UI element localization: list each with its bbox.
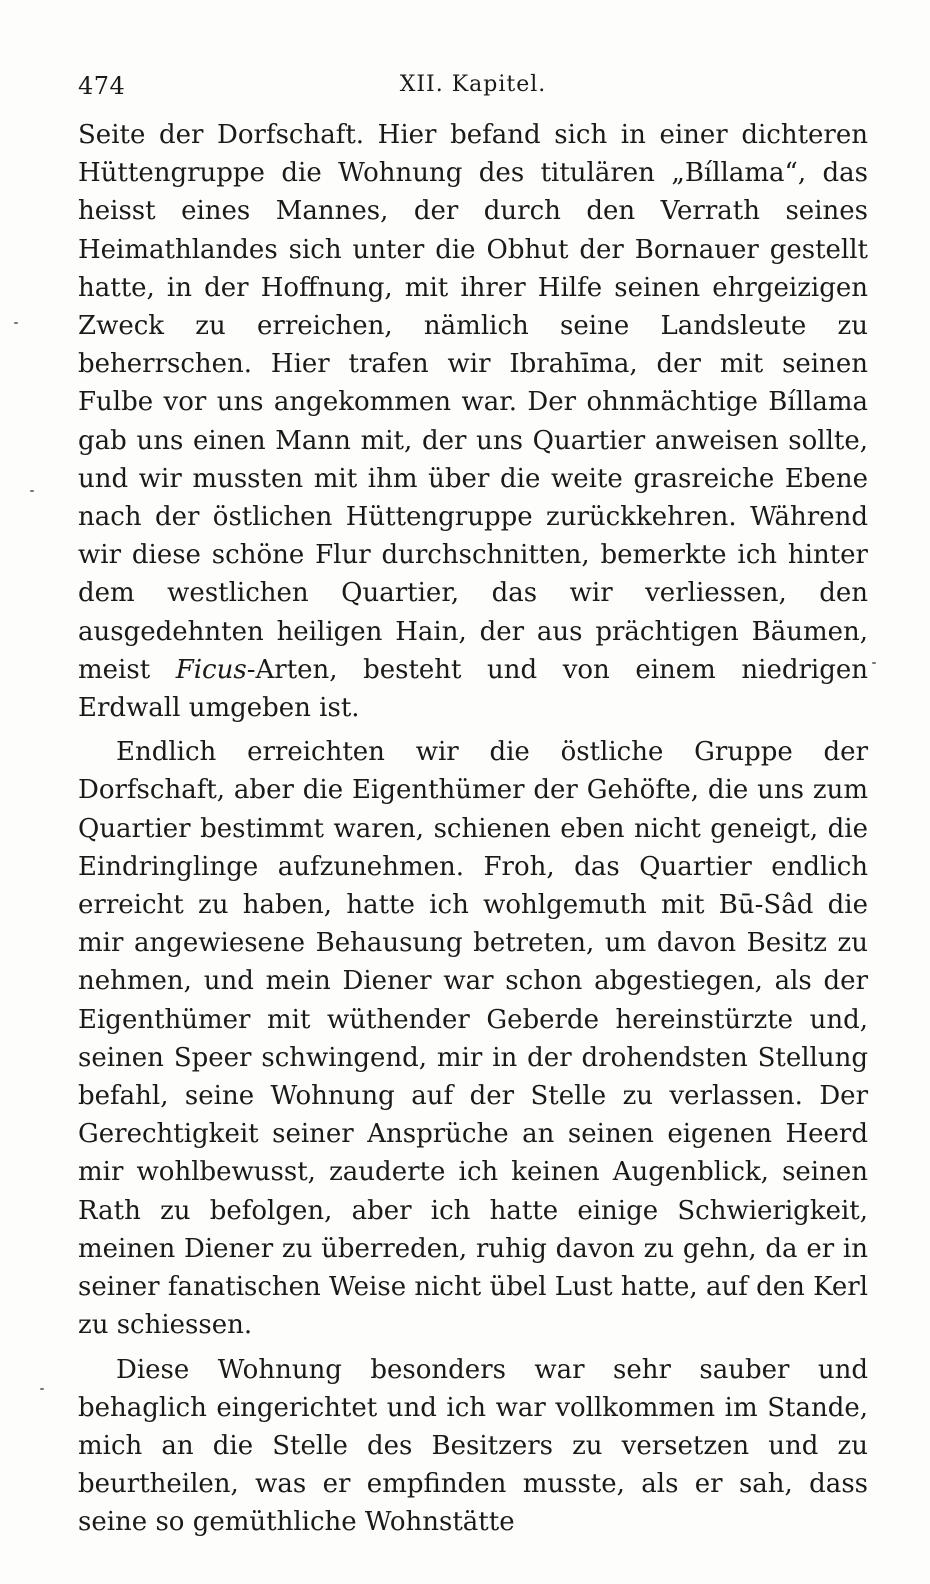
scan-speck	[30, 490, 34, 492]
scan-speck	[14, 322, 18, 324]
page-header	[78, 72, 868, 112]
paragraph-1	[78, 116, 868, 727]
paragraph-2: Endlich erreichten wir die östliche Gruppe der Dorfschaft, aber die Eigenthümer der Gehöfte, die uns zum Quartier bestimmt waren, schienen eben nicht geneigt, die Eindringlinge aufzunehmen. Froh, das Quartier endlich erreicht zu haben, hatte ich wohlgemuth mit Bū-Sâd die mir angewiesene Behausung betreten, um davon Besitz zu nehmen, und mein Diener war schon abgestiegen, als der Eigenthümer mit wüthender Geberde hereinstürzte und, seinen Speer schwingend, mir in der drohendsten Stellung befahl, seine Wohnung auf der Stelle zu verlassen. Der Gerechtigkeit seiner Ansprüche an seinen eigenen Heerd mir wohlbewusst, zauderte ich keinen Augenblick, seinen Rath zu befolgen, aber ich hatte einige Schwierigkeit, meinen Diener zu überreden, ruhig davon zu gehn, da er in seiner fanatischen Weise nicht übel Lust hatte, auf den Kerl zu schiessen.	[78, 737, 868, 1341]
scan-speck	[872, 662, 876, 664]
paragraph-1-text-end: -Arten, besteht und von einem niedrigen Erdwall umgeben ist.	[78, 654, 868, 724]
page-number: 474	[78, 72, 126, 100]
italic-genus: Ficus	[175, 654, 247, 685]
running-head: XII. Kapitel.	[399, 72, 547, 97]
scan-speck	[40, 1388, 44, 1390]
paragraph-3: Diese Wohnung besonders war sehr sauber und behaglich eingerichtet und ich war vollkommen im Stande, mich an die Stelle des Besitzers zu versetzen und zu beurtheilen, was er empfinden musste, als er sah, dass seine so gemüthliche Wohnstätte	[78, 1354, 868, 1538]
body-text	[78, 116, 868, 1542]
paragraph-1-text: Seite der Dorfschaft. Hier befand sich in einer dichteren Hüttengruppe die Wohnung des titulären „Bíllama“, das heisst eines Mannes, der durch den Verrath seines Heimathlandes sich unter die Obhut der Bornauer gestellt hatte, in der Hoffnung, mit ihrer Hilfe seinen ehrgeizigen Zweck zu erreichen, nämlich seine Landsleute zu beherrschen. Hier trafen wir Ibrahīma, der mit seinen Fulbe vor uns angekommen war. Der ohnmächtige Bíllama gab uns einen Mann mit, der uns Quartier anweisen sollte, und wir mussten mit ihm über die weite grasreiche Ebene nach der östlichen Hüttengruppe zurückkehren. Während wir diese schöne Flur durchschnitten, bemerkte ich hinter dem westlichen Quartier, das wir verliessen, den ausgedehnten heiligen Hain, der aus prächtigen Bäumen, meist	[78, 120, 868, 685]
